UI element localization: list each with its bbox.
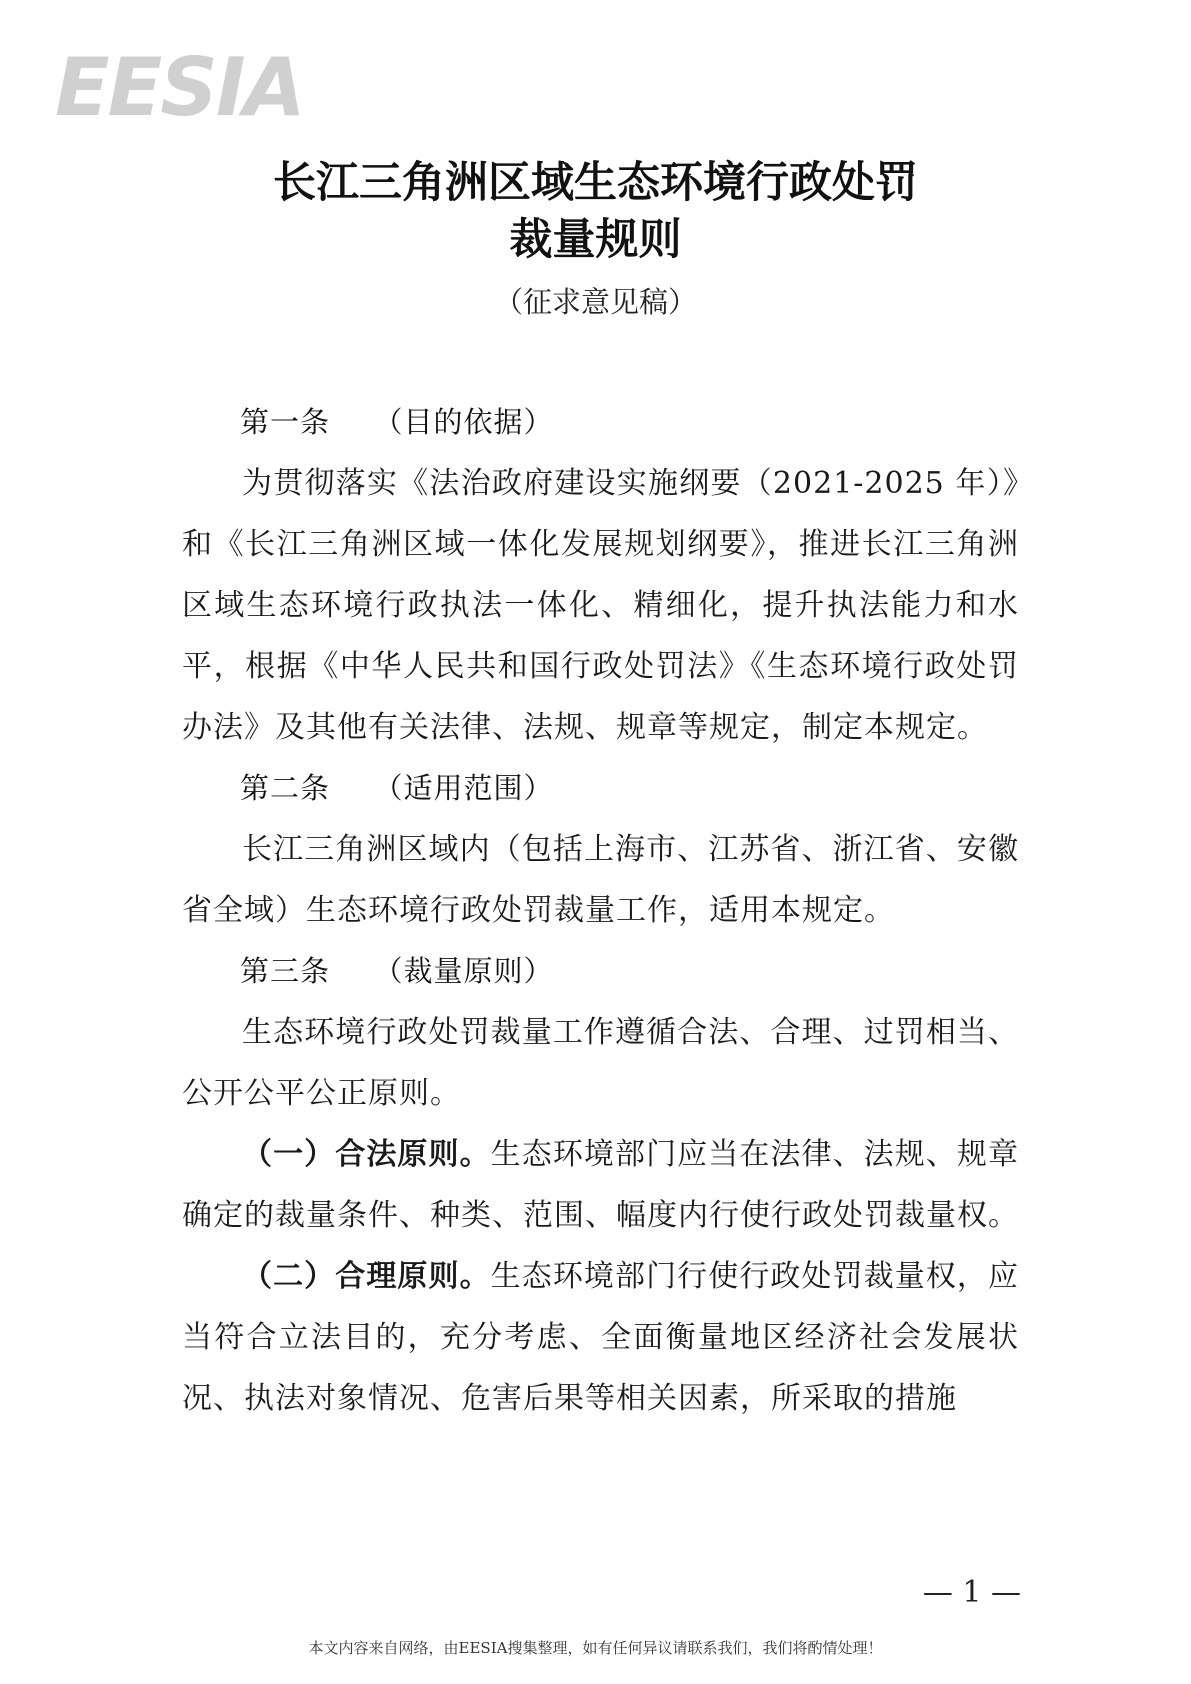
article-number: 第三条 (240, 954, 331, 988)
document-subtitle: （征求意见稿） (493, 285, 697, 319)
paragraph-text: 生态环境行政处罚裁量工作遵循合法、合理、过罚相当、公开公平公正原则。 (182, 1015, 1019, 1111)
article-number: 第二条 (240, 771, 331, 805)
article-heading (182, 758, 1019, 819)
article-topic: （裁量原则） (373, 954, 554, 988)
article-topic: （目的依据） (373, 405, 554, 439)
paragraph-text: 为贯彻落实《法治政府建设实施纲要（2021-2025 年）》和《长江三角洲区域一体化发展规划纲要》，推进长江三角洲区域生态环境行政执法一体化、精细化，提升执法能力和水平，根据《中华人民共和国行政处罚法》《生态环境行政处罚办法》及其他有关法律、法规、规章等规定，制定本规定。 (182, 466, 1019, 745)
article-paragraph (182, 1002, 1019, 1124)
paragraph-text: 生态环境部门行使行政处罚裁量权，应当符合立法目的，充分考虑、全面衡量地区经济社会发展状况、执法对象情况、危害后果等相关因素，所采取的措施 (182, 1259, 1020, 1416)
document-body (182, 392, 1019, 1429)
paragraph-text: 生态环境部门应当在法律、法规、规章确定的裁量条件、种类、范围、幅度内行使行政处罚裁量权。 (182, 1137, 1020, 1233)
article-paragraph (182, 819, 1019, 941)
paragraph-lead: （二）合理原则。 (242, 1259, 491, 1294)
article-paragraph (182, 453, 1019, 758)
document-title-line-2: 裁量规则 (509, 215, 682, 265)
article-paragraph (182, 1246, 1019, 1429)
page-number: — 1 — (922, 1575, 1021, 1610)
article-paragraph (182, 1124, 1019, 1246)
article-number: 第一条 (240, 405, 331, 439)
article-heading (182, 392, 1019, 453)
eesia-watermark-logo: EESIA (55, 41, 304, 134)
paragraph-lead: （一）合法原则。 (242, 1137, 491, 1172)
document-title-line-1: 长江三角洲区域生态环境行政处罚 (273, 158, 918, 208)
article-topic: （适用范围） (373, 771, 554, 805)
footer-note: 本文内容来自网络，由EESIA搜集整理，如有任何异议请联系我们，我们将酌情处理！ (308, 1639, 883, 1657)
paragraph-text: 长江三角洲区域内（包括上海市、江苏省、浙江省、安徽省全域）生态环境行政处罚裁量工作，适用本规定。 (182, 832, 1019, 928)
article-heading (182, 941, 1019, 1002)
